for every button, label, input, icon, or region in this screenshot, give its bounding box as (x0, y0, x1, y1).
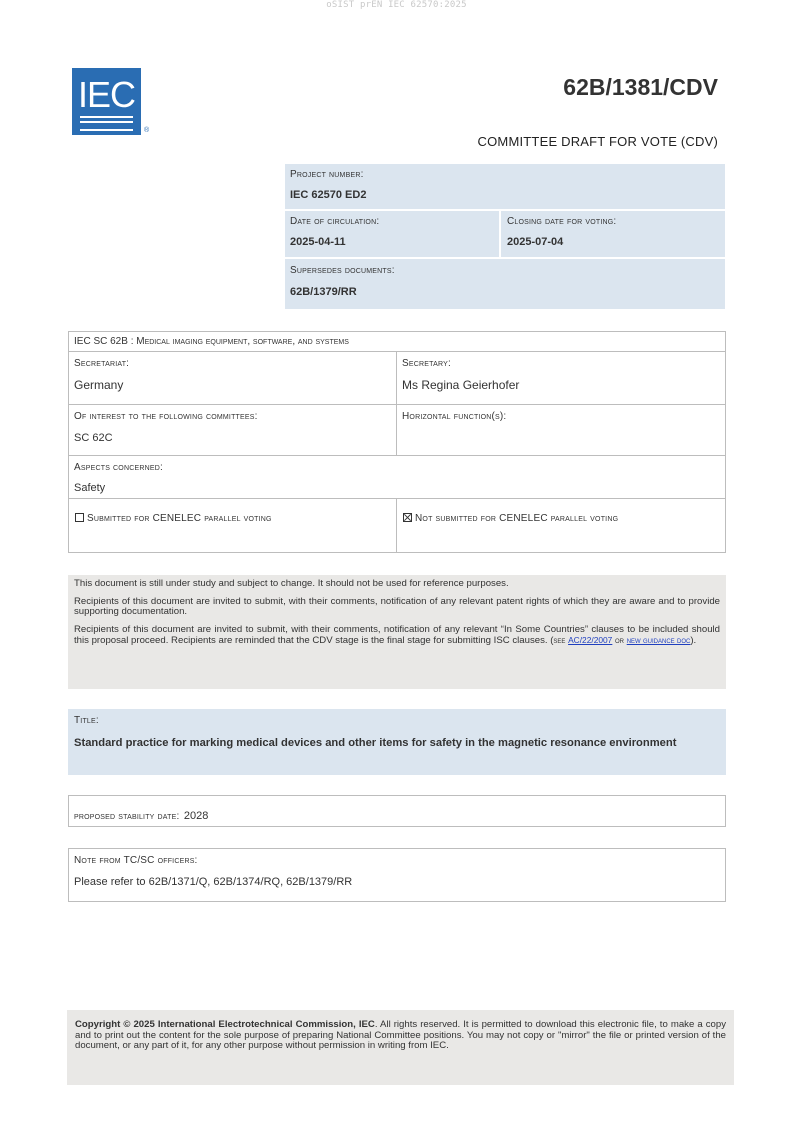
aspects-value: Safety (74, 482, 106, 494)
stability-date-value: 2028 (183, 810, 209, 822)
not-submitted-option (403, 508, 618, 526)
ac-22-2007-link[interactable]: AC/22/2007 (568, 635, 613, 645)
title-box (68, 709, 726, 775)
submitted-option (75, 508, 272, 526)
closing-date-value: 2025-07-04 (507, 236, 564, 248)
notice-close: ). (690, 635, 697, 646)
officers-note-label: Note from TC/SC officers: (74, 855, 198, 866)
notice-paragraph-2: Recipients of this document are invited to submit, with their comments, notification of any relevant patent rights of which they are aware and to provide supporting documentation. (74, 595, 720, 617)
notice-or: or (615, 635, 625, 645)
supersedes-value: 62B/1379/RR (290, 286, 357, 298)
officers-note-box (68, 848, 726, 902)
interest-cell (68, 404, 397, 456)
interest-value: SC 62C (74, 432, 113, 444)
circulation-date-value: 2025-04-11 (290, 236, 346, 248)
submitted-label: Submitted for CENELEC parallel voting (87, 513, 272, 524)
project-number-value: IEC 62570 ED2 (290, 189, 367, 201)
submitted-cell (68, 498, 397, 553)
new-guidance-doc-link[interactable]: new guidance doc (626, 635, 691, 645)
notice-paragraph-1: This document is still under study and subject to change. It should not be used for reference purposes. (74, 578, 509, 589)
watermark: oSIST prEN IEC 62570:2025 (326, 0, 467, 10)
registered-mark: ® (144, 127, 150, 134)
notice-paragraph-3-text: Recipients of this document are invited to submit, with their comments, notification of any relevant “In Some Countries” clauses to be included should this proposal proceed. Recipients are reminded that the CDV stage is the final stage for submitting ISC clauses. ( (74, 623, 720, 646)
secretary-value: Ms Regina Geierhofer (402, 378, 520, 392)
notice-see: see (553, 635, 566, 645)
stability-date-box (68, 795, 726, 827)
aspects-cell (68, 455, 726, 499)
not-submitted-checkbox[interactable] (403, 513, 412, 522)
copyright-bold: Copyright © 2025 International Electrotechnical Commission, IEC (75, 1019, 375, 1030)
officers-note-value: Please refer to 62B/1371/Q, 62B/1374/RQ, 62B/1379/RR (74, 876, 353, 888)
title-value: Standard practice for marking medical devices and other items for safety in the magnetic resonance environment (74, 737, 677, 749)
iec-logo (72, 68, 141, 135)
supersedes-label: Supersedes documents: (290, 265, 395, 276)
copyright-text: . All rights reserved. It is permitted to download this electronic file, to make a copy and to print out the content for the sole purpose of preparing National Committee positions. You may not copy or "mirror" the file or printed version of the document, or any part of it, for any other purpose without permission in writing from IEC. (75, 1019, 726, 1051)
stability-date-label: proposed stability date: (74, 811, 180, 822)
document-type: COMMITTEE DRAFT FOR VOTE (CDV) (477, 134, 718, 149)
committee-title-row (68, 331, 726, 352)
not-submitted-label: Not submitted for CENELEC parallel voting (415, 513, 619, 524)
iec-logo-text: IEC (77, 74, 135, 115)
document-reference: 62B/1381/CDV (563, 74, 718, 100)
iec-logo-lines (80, 116, 133, 131)
notice-paragraph-3 (74, 625, 720, 647)
committee-title: IEC SC 62B : Medical imaging equipment, software, and systems (74, 336, 349, 347)
aspects-label: Aspects concerned: (74, 462, 163, 473)
secretary-label: Secretary: (402, 358, 451, 369)
not-submitted-cell (396, 498, 726, 553)
notice-box (68, 575, 726, 689)
interest-label: Of interest to the following committees: (74, 411, 258, 422)
closing-date-cell (501, 211, 725, 257)
secretariat-cell (68, 351, 397, 405)
supersedes-cell (285, 259, 725, 309)
project-number-cell (285, 164, 725, 209)
horizontal-function-cell (396, 404, 726, 456)
circulation-date-label: Date of circulation: (290, 216, 380, 227)
submitted-checkbox[interactable] (75, 513, 84, 522)
title-label: Title: (74, 715, 99, 726)
secretary-cell (396, 351, 726, 405)
secretariat-value: Germany (74, 378, 124, 392)
project-number-label: Project number: (290, 169, 364, 180)
closing-date-label: Closing date for voting: (507, 216, 617, 227)
circulation-date-cell (285, 211, 499, 257)
horizontal-function-label: Horizontal function(s): (402, 411, 507, 422)
copyright-box (67, 1010, 734, 1085)
stability-date (74, 806, 208, 824)
secretariat-label: Secretariat: (74, 358, 130, 369)
